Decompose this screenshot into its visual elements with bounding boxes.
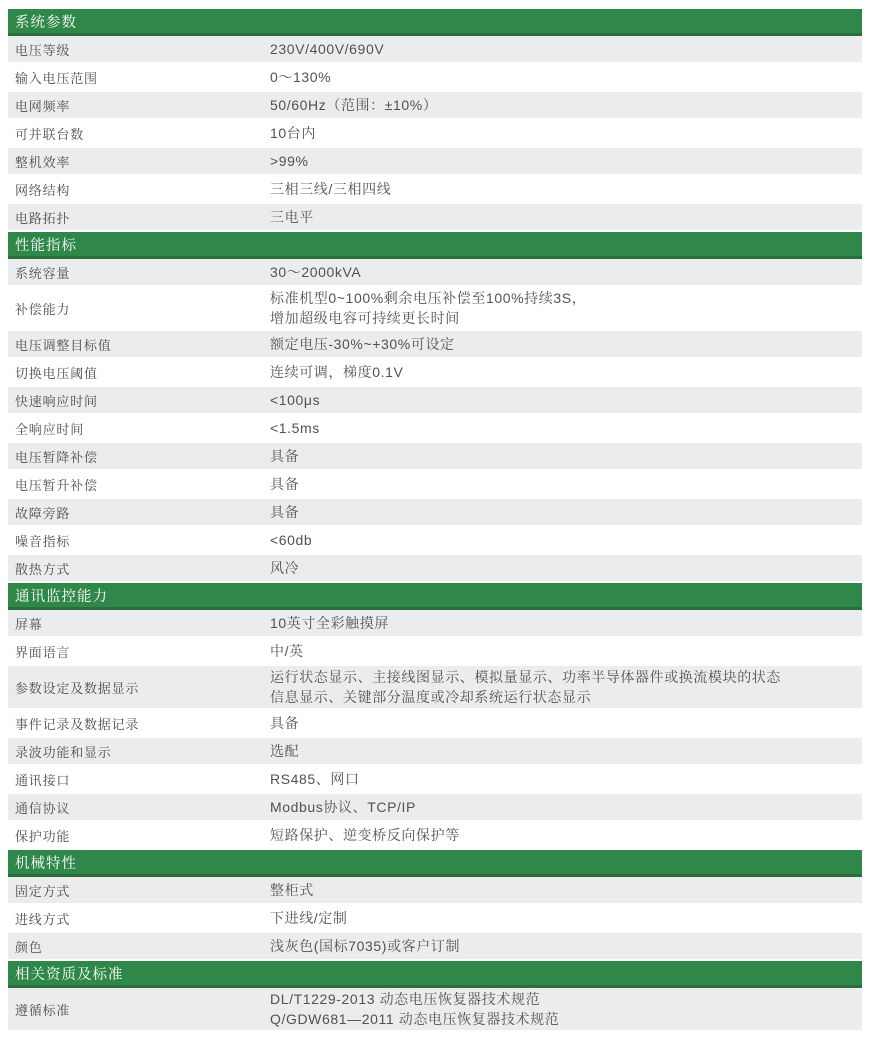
table-row — [8, 331, 862, 359]
table-row — [8, 287, 862, 331]
row-label: 事件记录及数据记录 — [15, 716, 140, 732]
table-row — [8, 988, 862, 1032]
row-label: 参数设定及数据显示 — [15, 680, 140, 696]
row-label: 系统容量 — [15, 265, 71, 281]
row-label: 散热方式 — [15, 561, 71, 577]
table-row — [8, 176, 862, 204]
row-label: 通讯接口 — [15, 772, 71, 788]
table-row — [8, 666, 862, 710]
table-row — [8, 92, 862, 120]
row-value: 10英寸全彩触摸屏 — [270, 615, 389, 631]
row-value: 中/英 — [270, 643, 304, 659]
row-value: 具备 — [270, 476, 300, 492]
row-value: 0～130% — [270, 69, 332, 85]
row-value: 30～2000kVA — [270, 264, 362, 280]
row-label: 录波功能和显示 — [15, 744, 112, 760]
row-value: 50/60Hz（范围：±10%） — [270, 97, 438, 113]
section-header-performance-indicators — [8, 232, 862, 259]
row-label: 电压暂降补偿 — [15, 449, 98, 465]
table-row — [8, 64, 862, 92]
row-label: 通信协议 — [15, 800, 71, 816]
row-value: 具备 — [270, 715, 300, 731]
table-row — [8, 766, 862, 794]
row-value: <1.5ms — [270, 420, 320, 436]
row-label: 补偿能力 — [15, 301, 71, 317]
row-label: 屏幕 — [15, 616, 43, 632]
table-row — [8, 120, 862, 148]
row-label: 颜色 — [15, 939, 43, 955]
section-title: 机械特性 — [15, 855, 77, 872]
row-value: RS485、网口 — [270, 771, 360, 787]
row-label: 电压调整目标值 — [15, 337, 112, 353]
row-value: 下进线/定制 — [270, 910, 348, 926]
row-label: 整机效率 — [15, 154, 71, 170]
table-row — [8, 555, 862, 583]
row-value: 三电平 — [270, 209, 314, 225]
table-row — [8, 527, 862, 555]
row-label: 遵循标准 — [15, 1002, 71, 1018]
section-title: 相关资质及标准 — [15, 966, 124, 983]
row-value: >99% — [270, 153, 309, 169]
row-label: 电路拓扑 — [15, 210, 71, 226]
table-row — [8, 415, 862, 443]
table-row — [8, 933, 862, 961]
row-label: 全响应时间 — [15, 421, 85, 437]
row-label: 进线方式 — [15, 911, 71, 927]
table-row — [8, 443, 862, 471]
row-value-line: 运行状态显示、主接线图显示、模拟量显示、功率半导体器件或换流模块的状态 — [270, 669, 781, 685]
row-value: 三相三线/三相四线 — [270, 181, 392, 197]
table-row — [8, 710, 862, 738]
table-row — [8, 471, 862, 499]
section-header-communication-monitoring — [8, 583, 862, 610]
row-value: 浅灰色(国标7035)或客户订制 — [270, 938, 461, 954]
row-value: 整柜式 — [270, 882, 314, 898]
table-row — [8, 738, 862, 766]
row-label: 故障旁路 — [15, 505, 71, 521]
table-row — [8, 905, 862, 933]
table-row — [8, 638, 862, 666]
table-row — [8, 259, 862, 287]
row-value-line: 增加超级电容可持续更长时间 — [270, 310, 460, 326]
table-row — [8, 36, 862, 64]
row-label: 电网频率 — [15, 98, 71, 114]
table-row — [8, 877, 862, 905]
row-label: 快速响应时间 — [15, 393, 98, 409]
row-value-line: Q/GDW681—2011 动态电压恢复器技术规范 — [270, 1011, 560, 1027]
row-value: 具备 — [270, 504, 300, 520]
table-row — [8, 499, 862, 527]
table-row — [8, 359, 862, 387]
row-value — [270, 288, 862, 328]
row-value-line: DL/T1229-2013 动态电压恢复器技术规范 — [270, 991, 541, 1007]
row-value: 短路保护、逆变桥反向保护等 — [270, 827, 460, 843]
row-value: Modbus协议、TCP/IP — [270, 799, 416, 815]
row-label: 电压暂升补偿 — [15, 477, 98, 493]
table-row — [8, 794, 862, 822]
section-title: 通讯监控能力 — [15, 588, 108, 605]
row-value: 风冷 — [270, 560, 300, 576]
table-row — [8, 387, 862, 415]
section-header-system-parameters — [8, 9, 862, 36]
row-value: 选配 — [270, 743, 300, 759]
row-value: <100μs — [270, 392, 321, 408]
row-value: 10台内 — [270, 125, 316, 141]
table-row — [8, 148, 862, 176]
row-label: 保护功能 — [15, 828, 71, 844]
table-row — [8, 204, 862, 232]
row-value-line: 标准机型0~100%剩余电压补偿至100%持续3S， — [270, 290, 587, 306]
table-row — [8, 610, 862, 638]
row-value: <60db — [270, 532, 313, 548]
row-value — [270, 667, 862, 707]
section-header-related-qualifications-standards — [8, 961, 862, 988]
row-label: 电压等级 — [15, 42, 71, 58]
row-label: 输入电压范围 — [15, 70, 98, 86]
row-value: 连续可调，梯度0.1V — [270, 364, 404, 380]
row-value-line: 信息显示、关键部分温度或冷却系统运行状态显示 — [270, 689, 592, 705]
section-title: 性能指标 — [15, 237, 77, 254]
spec-table — [8, 9, 862, 1032]
row-label: 网络结构 — [15, 182, 71, 198]
section-header-mechanical-characteristics — [8, 850, 862, 877]
row-value: 具备 — [270, 448, 300, 464]
row-label: 界面语言 — [15, 644, 71, 660]
section-title: 系统参数 — [15, 14, 77, 31]
row-label: 可并联台数 — [15, 126, 85, 142]
row-value — [270, 989, 862, 1029]
row-label: 噪音指标 — [15, 533, 71, 549]
row-value: 额定电压-30%~+30%可设定 — [270, 336, 455, 352]
table-row — [8, 822, 862, 850]
row-value: 230V/400V/690V — [270, 41, 385, 57]
row-label: 切换电压阈值 — [15, 365, 98, 381]
row-label: 固定方式 — [15, 883, 71, 899]
